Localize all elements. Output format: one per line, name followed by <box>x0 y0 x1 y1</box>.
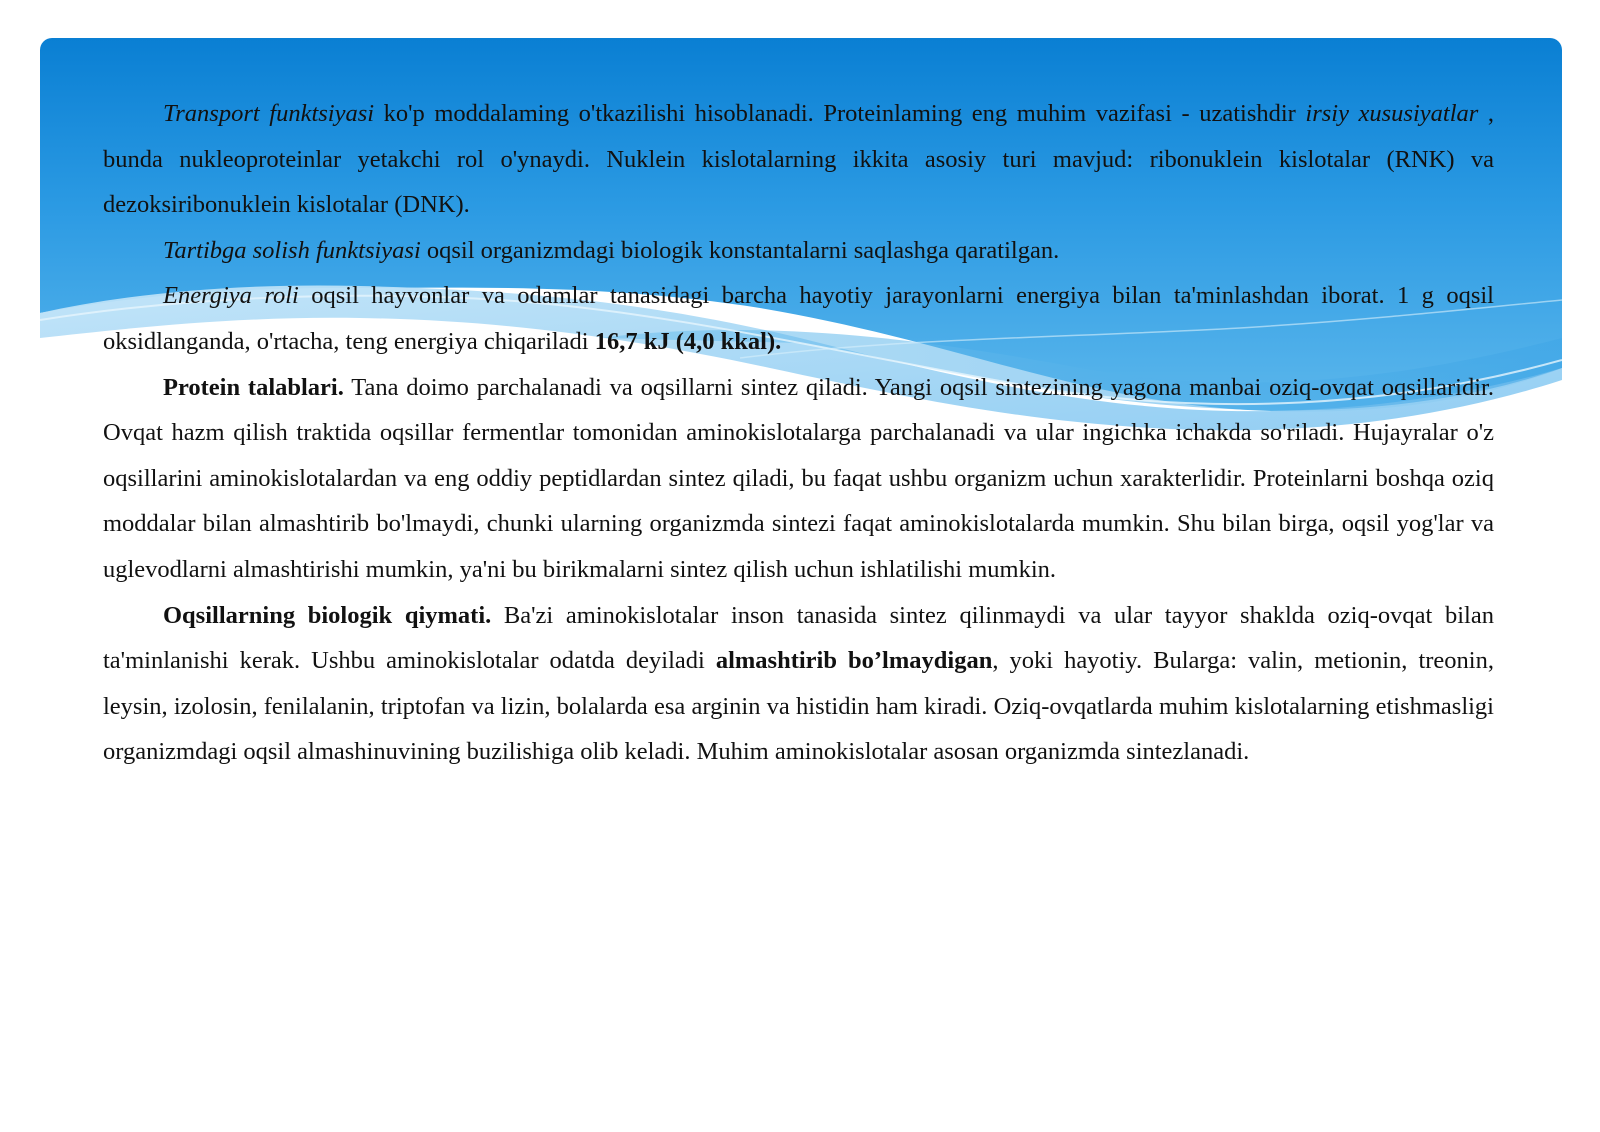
document-body <box>103 91 1494 775</box>
paragraph-text: , bunda nukleoproteinlar yetakchi rol o'ynaydi. Nuklein kislotalarning ikkita asosiy turi mavjud: ribonuklein kislotalar (RNK) va dezoksiribonuklein kislotalar (DNK). <box>103 100 1494 219</box>
bold-text: Oqsillarning biologik qiymati. <box>163 601 492 629</box>
italic-term: Tartibga solish funktsiyasi <box>163 236 421 264</box>
paragraph-text: oqsil hayvonlar va odamlar tanasidagi barcha hayotiy jarayonlarni energiya bilan ta'minlashdan iborat. 1 g oqsil oksidlanganda, o'rtacha, teng energiya chiqariladi <box>103 282 1494 355</box>
paragraph-text: , yoki hayotiy. Bularga: valin, metionin, treonin, leysin, izolosin, fenilalanin, triptofan va lizin, bolalarda esa arginin va histidin ham kiradi. Oziq-ovqatlarda muhim kislotalarning etishmasligi organizmdagi oqsil almashinuvining buzilishiga olib keladi. Muhim aminokislotalar asosan organizmda sintezlanadi. <box>103 647 1494 766</box>
paragraph-text: Ba'zi aminokislotalar inson tanasida sintez qilinmaydi va ular tayyor shaklda oziq-ovqat bilan ta'minlanishi kerak. Ushbu aminokislotalar odatda deyiladi <box>103 601 1494 675</box>
bold-text: Protein talablari. <box>163 373 344 401</box>
paragraph <box>103 228 1494 274</box>
bold-text: 16,7 kJ (4,0 kkal). <box>594 327 782 355</box>
bold-text: almashtirib bo’lmaydigan <box>715 647 993 675</box>
paragraph <box>103 91 1494 228</box>
paragraph <box>103 593 1494 775</box>
paragraph-text: oqsil organizmdagi biologik konstantalarni saqlashga qaratilgan. <box>420 236 1060 264</box>
paragraph <box>103 365 1494 593</box>
paragraph-text: Tana doimo parchalanadi va oqsillarni sintez qiladi. Yangi oqsil sintezining yagona manbai oziq-ovqat oqsillaridir. Ovqat hazm qilish traktida oqsillar fermentlar tomonidan aminokislotalarga parchalanadi va ular ingichka ichakda so'riladi. Hujayralar o'z oqsillarini aminokislotalardan va eng oddiy peptidlardan sintez qiladi, bu faqat ushbu organizm uchun xarakterlidir. Proteinlarni boshqa oziq moddalar bilan almashtirib bo'lmaydi, chunki ularning organizmda sintezi faqat aminokislotalarda mumkin. Shu bilan birga, oqsil yog'lar va uglevodlarni almashtirishi mumkin, ya'ni bu birikmalarni sintez qilish uchun ishlatilishi mumkin. <box>103 373 1494 583</box>
paragraph-text: ko'p moddalaming o'tkazilishi hisoblanadi. Proteinlaming eng muhim vazifasi - uzatishdir <box>374 100 1306 127</box>
paragraph <box>103 273 1494 364</box>
italic-term: Transport funktsiyasi <box>163 100 375 127</box>
italic-term: Energiya roli <box>163 282 299 310</box>
italic-term: irsiy xususiyatlar <box>1305 100 1479 127</box>
